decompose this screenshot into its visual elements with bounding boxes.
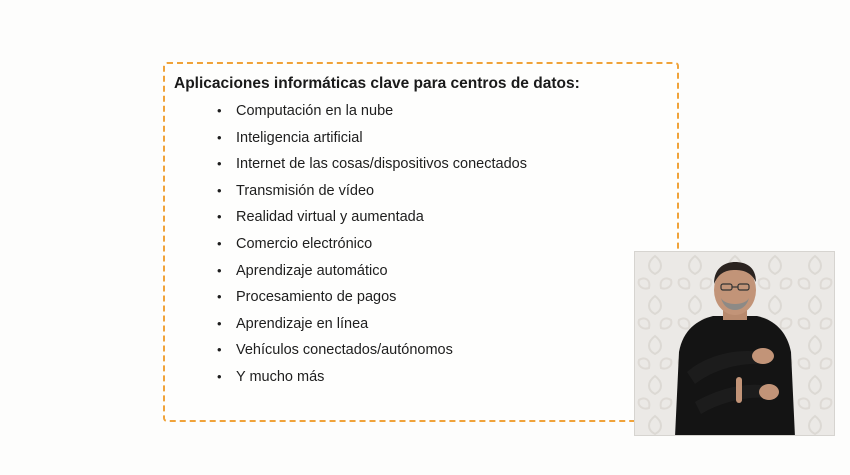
- list-item: [217, 284, 527, 311]
- list-item: [217, 311, 527, 338]
- bullet-icon: •: [217, 129, 222, 145]
- list-item: [217, 258, 527, 285]
- list-item: [217, 364, 527, 391]
- sign-language-interpreter-video: [634, 251, 835, 436]
- list-item-text: Computación en la nube: [236, 103, 394, 119]
- list-item: [217, 151, 527, 178]
- list-item: [217, 204, 527, 231]
- list-item-text: Y mucho más: [236, 368, 325, 385]
- list-item: [217, 125, 527, 152]
- list-item-text: Aprendizaje en línea: [236, 315, 369, 332]
- bullet-icon: •: [217, 156, 222, 172]
- list-item-text: Transmisión de vídeo: [236, 182, 375, 199]
- bullet-icon: •: [217, 289, 222, 305]
- bullet-icon: •: [217, 182, 222, 198]
- bullet-icon: •: [217, 209, 222, 225]
- list-item-text: Realidad virtual y aumentada: [236, 209, 424, 226]
- slide-content-box: [163, 62, 679, 422]
- list-item-text: Inteligencia artificial: [236, 129, 363, 146]
- list-item: [217, 337, 527, 364]
- list-item-text: Vehículos conectados/autónomos: [236, 342, 453, 359]
- bullet-icon: •: [217, 368, 222, 384]
- bullet-icon: •: [217, 235, 222, 251]
- list-item-text: Comercio electrónico: [236, 235, 373, 252]
- list-item-text: Aprendizaje automático: [236, 262, 388, 279]
- slide-title: Aplicaciones informáticas clave para centros de datos:: [174, 75, 580, 92]
- bullet-icon: •: [217, 342, 222, 358]
- list-item-text: Procesamiento de pagos: [236, 289, 397, 306]
- list-item: [217, 178, 527, 205]
- bullet-list: [217, 98, 527, 391]
- list-item: [217, 231, 527, 258]
- interpreter-figure-icon: [635, 252, 835, 436]
- bullet-icon: •: [217, 103, 222, 118]
- bullet-icon: •: [217, 315, 222, 331]
- bullet-icon: •: [217, 262, 222, 278]
- list-item: [217, 98, 527, 125]
- list-item-text: Internet de las cosas/dispositivos conectados: [236, 156, 527, 173]
